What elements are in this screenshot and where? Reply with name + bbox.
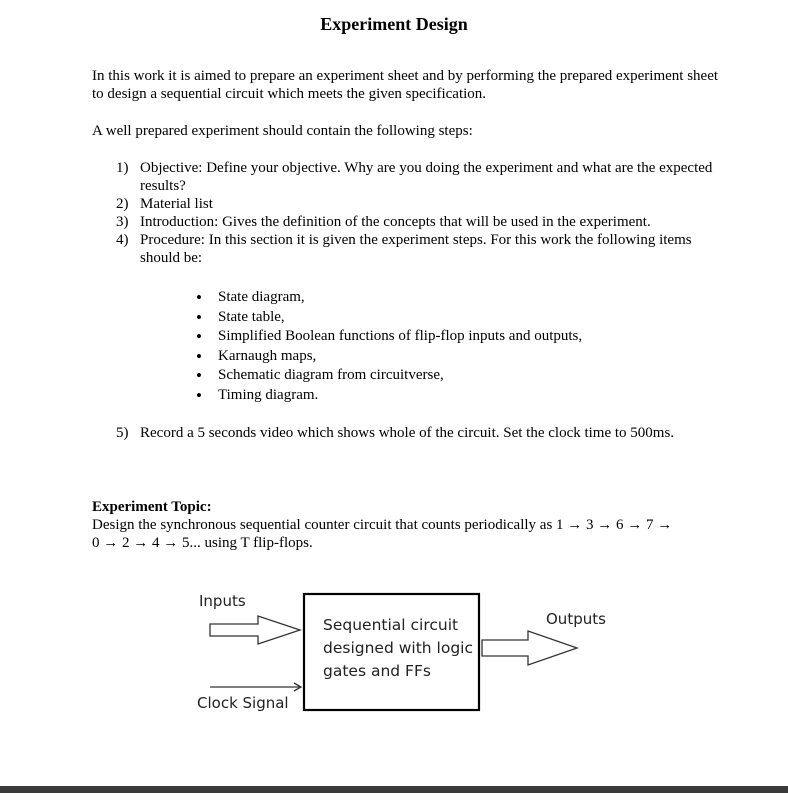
step-number: 1) <box>116 160 129 176</box>
procedure-items-list <box>196 288 582 405</box>
topic-line-2: 0 → 2 → 4 → 5... using T flip-flops. <box>92 535 313 551</box>
step-number: 2) <box>116 196 129 212</box>
list-item <box>116 213 716 231</box>
list-item: • State table, <box>196 308 582 328</box>
step-number: 4) <box>116 232 129 248</box>
step-text: Objective: Define your objective. Why are you doing the experiment and what are the expected results? <box>140 160 713 194</box>
intro-paragraph: In this work it is aimed to prepare an experiment sheet and by performing the prepared experiment sheet to design a sequential circuit which meets the given specification. <box>92 68 719 102</box>
box-line-1: Sequential circuit <box>323 616 459 634</box>
list-item <box>116 159 716 195</box>
box-label <box>323 614 473 683</box>
list-item: • Schematic diagram from circuitverse, <box>196 366 582 386</box>
experiment-topic <box>92 498 752 552</box>
outputs-label: Outputs <box>546 610 606 628</box>
outputs-arrow <box>482 631 577 665</box>
step-5-list <box>116 424 756 442</box>
topic-heading: Experiment Topic: <box>92 499 212 515</box>
step-text: Introduction: Gives the definition of the concepts that will be used in the experiment. <box>140 214 651 230</box>
step-number: 3) <box>116 214 129 230</box>
step-text: Record a 5 seconds video which shows whole of the circuit. Set the clock time to 500ms. <box>140 425 675 441</box>
inputs-label: Inputs <box>199 592 246 610</box>
list-item: • Simplified Boolean functions of flip-flop inputs and outputs, <box>196 327 582 347</box>
inputs-arrow <box>210 616 300 644</box>
list-item: • State diagram, <box>196 288 582 308</box>
clock-signal-label: Clock Signal <box>197 694 289 712</box>
step-text: Material list <box>140 196 213 212</box>
list-item: • Karnaugh maps, <box>196 347 582 367</box>
box-line-2: designed with logic <box>323 639 473 657</box>
steps-lead-paragraph: A well prepared experiment should contain the following steps: <box>92 123 473 139</box>
page-title: Experiment Design <box>320 14 468 34</box>
list-item <box>116 424 756 442</box>
bottom-border <box>0 786 788 793</box>
topic-line-1: Design the synchronous sequential counter circuit that counts periodically as 1 → 3 → 6 → 7 → <box>92 517 673 533</box>
box-line-3: gates and FFs <box>323 662 431 680</box>
list-item: • Timing diagram. <box>196 386 582 406</box>
list-item <box>116 231 716 267</box>
list-item <box>116 195 716 213</box>
steps-list <box>116 159 716 267</box>
block-diagram <box>0 580 788 730</box>
step-text: Procedure: In this section it is given the experiment steps. For this work the following items should be: <box>140 232 692 266</box>
step-number: 5) <box>116 425 129 441</box>
